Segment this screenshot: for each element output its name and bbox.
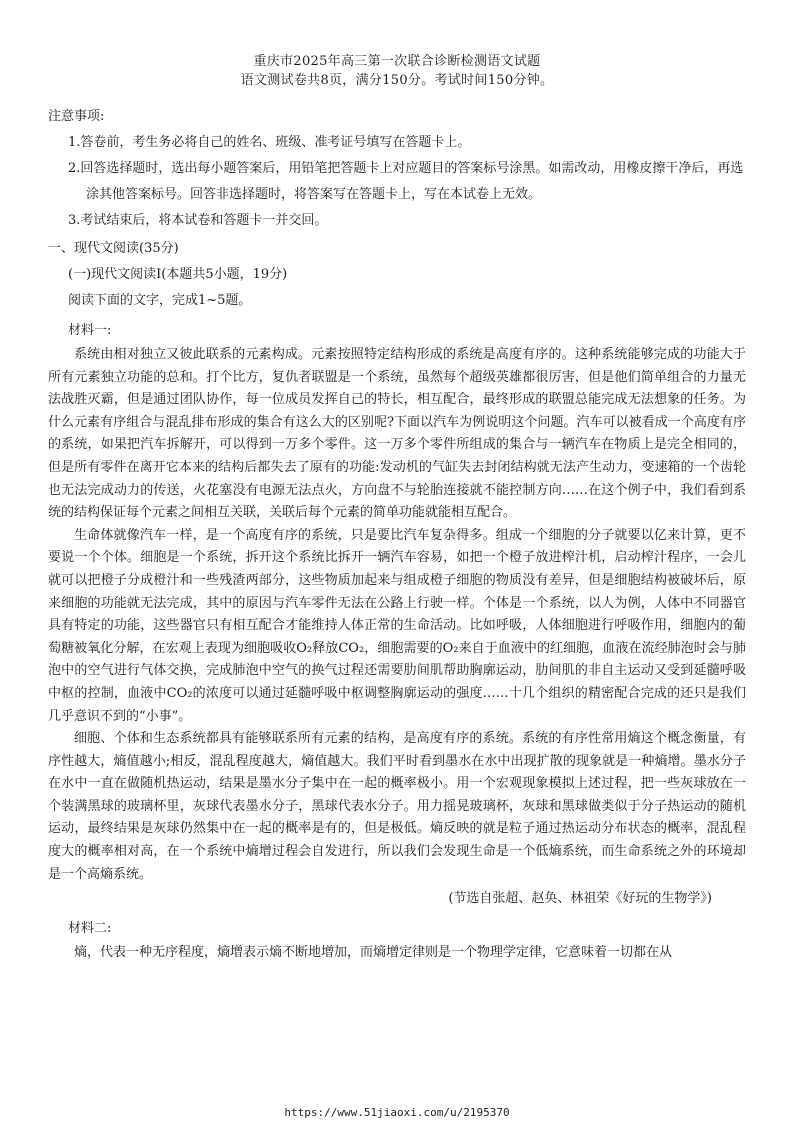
exam-subtitle: 语文测试卷共8页，满分150分。考试时间150分钟。 (240, 73, 554, 88)
subsection-heading: (一)现代文阅读Ⅰ(本题共5小题，19分) (68, 267, 288, 282)
material-1-paragraph-2: 生命体就像汽车一样，是一个高度有序的系统，只是要比汽车复杂得多。组成一个细胞的分子就要以亿来计算，更不要说一个个体。细胞是一个系统，拆开这个系统比拆开一辆汽车容易，如把一个橙子放进榨汁机，启动榨汁程序，一会儿就可以把橙子分成橙汁和一些残渣两部分，这些物质加起来与组成橙子细胞的物质没有差异，但是细胞结构被破坏后，原来细胞的功能就无法完成，其中的原因与汽车零件无法在公路上行驶一样。个体是一个系统，以人为例，人体中不同器官具有特定的功能，这些器官只有相互配合才能维持人体正常的生命活动。比如呼吸，人体细胞进行呼吸作用，细胞内的葡萄糖被氧化分解，在宏观上表现为细胞吸收O₂释放CO₂，细胞需要的O₂来自于血液中的红细胞，血液在流经肺泡时会与肺泡中的空气进行气体交换，完成肺泡中空气的换气过程还需要肋间肌帮助胸廓运动，肋间肌的非自主运动又受到延髓呼吸中枢的控制，血液中CO₂的浓度可以通过延髓呼吸中枢调整胸廓运动的强度……十几个组织的精密配合完成的还只是我们几乎意识不到的“小事”。 (48, 527, 746, 724)
material-1-label: 材料一: (68, 323, 112, 338)
material-2-label: 材料二: (68, 921, 112, 937)
notice-item-2: 2.回答选择题时，选出每小题答案后，用铅笔把答题卡上对应题目的答案标号涂黑。如需改动，用橡皮擦干净后，再选涂其他答案标号。回答非选择题时，将答案写在答题卡上，写在本试卷上无效。 (68, 161, 744, 202)
reading-instruction: 阅读下面的文字，完成1~5题。 (68, 293, 252, 308)
exam-title: 重庆市2025年高三第一次联合诊断检测语文试题 (253, 54, 541, 69)
material-1-paragraph-3: 细胞、个体和生态系统都具有能够联系所有元素的结构，是高度有序的系统。系统的有序性常用熵这个概念衡量，有序性越大，熵值越小;相反，混乱程度越大，熵值越大。我们平时看到墨水在水中出现扩散的现象就是一种熵增。墨水分子在水中一直在做随机热运动，结果是墨水分子集中在一起的概率极小。用一个宏观现象模拟上述过程，把一些灰球放在一个装满黑球的玻璃杯里，灰球代表墨水分子，黑球代表水分子。用力摇晃玻璃杯，灰球和黑球做类似于分子热运动的随机运动，最终结果是灰球仍然集中在一起的概率是有的，但是极低。熵反映的就是粒子通过热运动分布状态的概率，混乱程度大的概率相对高，在一个系统中熵增过程会自发进行，所以我们会发现生命是一个低熵系统，而生命系统之外的环境却是一个高熵系统。 (48, 731, 746, 882)
notice-item-3: 3.考试结束后，将本试卷和答题卡一并交回。 (68, 213, 328, 228)
material-2-first-line: 熵，代表一种无序程度，熵增表示熵不断地增加，而熵增定律则是一个物理学定律，它意味着一切都在从 (74, 945, 673, 961)
notice-item-1: 1.答卷前，考生务必将自己的姓名、班级、准考证号填写在答题卡上。 (68, 135, 471, 150)
section-heading: 一、现代文阅读(35分) (48, 241, 179, 256)
material-1-source: (节选自张超、赵奂、林祖荣《好玩的生物学》) (448, 891, 712, 907)
notice-heading: 注意事项: (48, 109, 105, 124)
material-1-paragraph-1: 系统由相对独立又彼此联系的元素构成。元素按照特定结构形成的系统是高度有序的。这种系统能够完成的功能大于所有元素独立功能的总和。打个比方，复仇者联盟是一个系统，虽然每个超级英雄都很厉害，但是他们简单组合的力量无法战胜灭霸，但是通过团队协作，每一位成员发挥自己的特长，相互配合，最终形成的联盟总能完成无法想象的任务。为什么元素有序组合与混乱排布形成的集合有这么大的区别呢?下面以汽车为例说明这个问题。汽车可以被看成一个高度有序的系统，如果把汽车拆解开，可以得到一万多个零件。这一万多个零件所组成的集合与一辆汽车在物质上是完全相同的，但是所有零件在离开它本来的结构后都失去了原有的功能:发动机的气缸失去封闭结构就无法产生动力，变速箱的一个齿轮也无法完成动力的传送，火花塞没有电源无法点火，方向盘不与轮胎连接就不能控制方向……在这个例子中，我们看到系统的结构保证每个元素之间相互关联，关联后每个元素的简单功能就能相互配合。 (48, 347, 746, 521)
footer-url[interactable]: https://www.51jiaoxi.com/u/2195370 (284, 1106, 510, 1119)
